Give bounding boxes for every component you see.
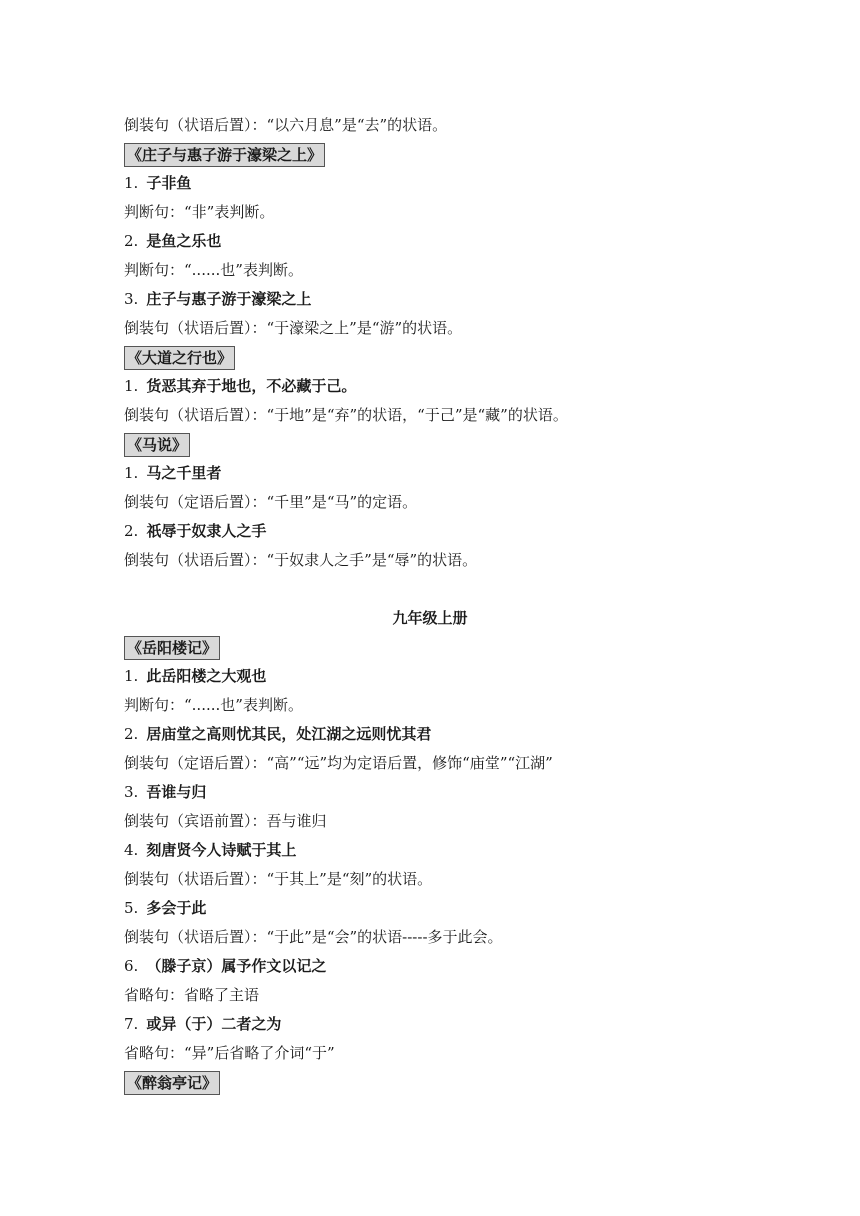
item-number: 4. — [124, 841, 139, 859]
sentence-item — [124, 662, 744, 691]
sentence-item — [124, 894, 744, 923]
sentence-item — [124, 285, 744, 314]
item-number: 1. — [124, 464, 139, 482]
item-explanation: 倒装句（状语后置）：“于地”是“弃”的状语，“于己”是“藏”的状语。 — [124, 406, 568, 424]
sentence-item — [124, 836, 744, 865]
sentence-item — [124, 459, 744, 488]
document-page — [124, 111, 744, 1097]
item-sentence: 多会于此 — [146, 899, 207, 917]
item-number: 1. — [124, 377, 139, 395]
item-sentence: 是鱼之乐也 — [146, 232, 222, 250]
sentence-item — [124, 372, 744, 401]
lesson-group-1 — [124, 140, 744, 575]
sentence-item — [124, 952, 744, 981]
item-number: 5. — [124, 899, 139, 917]
lesson-title-row — [124, 633, 744, 662]
item-sentence: 马之千里者 — [146, 464, 222, 482]
sentence-item — [124, 517, 744, 546]
item-number: 1. — [124, 174, 139, 192]
item-sentence: 吾谁与归 — [146, 783, 207, 801]
item-explanation: 倒装句（状语后置）：“于其上”是“刻”的状语。 — [124, 870, 433, 888]
item-sentence: 祇辱于奴隶人之手 — [146, 522, 267, 540]
intro-note: 倒装句（状语后置）：“以六月息”是“去”的状语。 — [124, 116, 448, 134]
sentence-item — [124, 169, 744, 198]
item-number: 3. — [124, 783, 139, 801]
item-sentence: 子非鱼 — [146, 174, 192, 192]
lesson-title: 《庄子与惠子游于濠梁之上》 — [124, 143, 325, 167]
sentence-item — [124, 1010, 744, 1039]
item-number: 6. — [124, 957, 139, 975]
lesson-title: 《岳阳楼记》 — [124, 636, 220, 660]
lesson-title-row — [124, 343, 744, 372]
item-number: 1. — [124, 667, 139, 685]
item-number: 2. — [124, 725, 139, 743]
item-sentence: 刻唐贤今人诗赋于其上 — [146, 841, 297, 859]
lesson-title: 《大道之行也》 — [124, 346, 235, 370]
lesson-group-2 — [124, 633, 744, 1097]
item-explanation: 倒装句（宾语前置）：吾与谁归 — [124, 812, 327, 830]
item-sentence: 居庙堂之高则忧其民，处江湖之远则忧其君 — [146, 725, 432, 743]
lesson-title-row — [124, 430, 744, 459]
item-number: 3. — [124, 290, 139, 308]
item-explanation: 判断句：“......也”表判断。 — [124, 696, 303, 714]
item-sentence: 此岳阳楼之大观也 — [146, 667, 267, 685]
lesson-title-row — [124, 140, 744, 169]
sentence-item — [124, 778, 744, 807]
item-explanation: 倒装句（定语后置）：“高”“远”均为定语后置，修饰“庙堂”“江湖” — [124, 754, 553, 772]
section-heading: 九年级上册 — [392, 609, 468, 627]
item-explanation: 倒装句（状语后置）：“于奴隶人之手”是“辱”的状语。 — [124, 551, 478, 569]
item-explanation: 倒装句（定语后置）：“千里”是“马”的定语。 — [124, 493, 418, 511]
lesson-title: 《醉翁亭记》 — [124, 1071, 220, 1095]
item-sentence: 庄子与惠子游于濠梁之上 — [146, 290, 312, 308]
lesson-title-row — [124, 1068, 744, 1097]
item-sentence: （滕子京）属予作文以记之 — [146, 957, 327, 975]
item-number: 2. — [124, 522, 139, 540]
item-explanation: 省略句：省略了主语 — [124, 986, 260, 1004]
item-number: 2. — [124, 232, 139, 250]
sentence-item — [124, 720, 744, 749]
lesson-title: 《马说》 — [124, 433, 190, 457]
sentence-item — [124, 227, 744, 256]
item-explanation: 判断句：“......也”表判断。 — [124, 261, 303, 279]
item-explanation: 省略句：“异”后省略了介词“于” — [124, 1044, 335, 1062]
item-explanation: 倒装句（状语后置）：“于此”是“会”的状语-----多于此会。 — [124, 928, 503, 946]
item-explanation: 倒装句（状语后置）：“于濠梁之上”是“游”的状语。 — [124, 319, 463, 337]
item-sentence: 货恶其弃于地也，不必藏于己。 — [146, 377, 357, 395]
item-number: 7. — [124, 1015, 139, 1033]
item-sentence: 或异（于）二者之为 — [146, 1015, 282, 1033]
item-explanation: 判断句：“非”表判断。 — [124, 203, 275, 221]
